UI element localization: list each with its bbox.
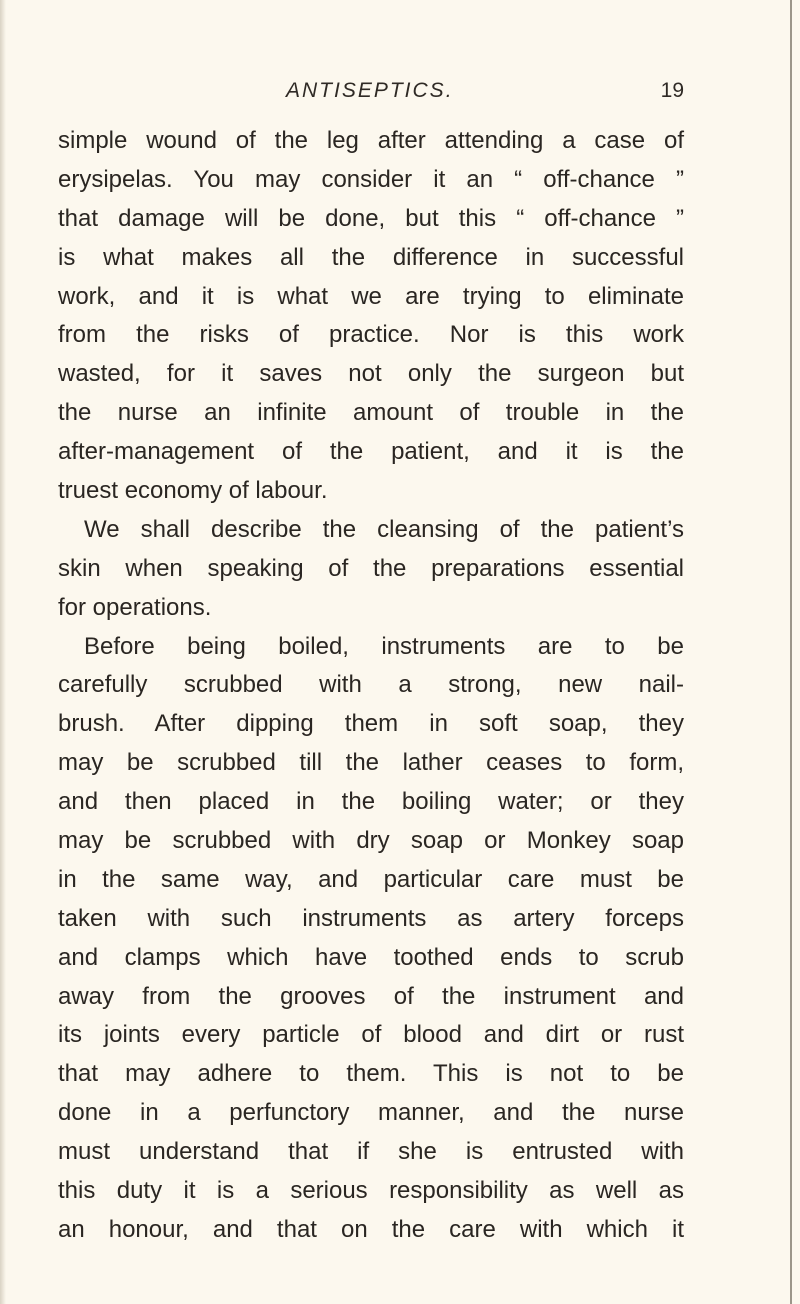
text-line: taken with such instruments as artery forceps [58,904,684,932]
text-line: after-management of the patient, and it is the [58,438,684,466]
page-edge [790,0,800,1304]
running-header [58,74,684,108]
text-line: this duty it is a serious responsibility as well as [58,1177,684,1205]
text-line: that may adhere to them. This is not to be [58,1060,684,1088]
text-line: the nurse an infinite amount of trouble in the [58,399,684,427]
text-line: must understand that if she is entrusted with [58,1138,684,1166]
body-text [58,122,684,1250]
text-line: brush. After dipping them in soft soap, they [58,710,684,738]
text-line: in the same way, and particular care must be [58,865,684,893]
text-line: carefully scrubbed with a strong, new nail- [58,671,684,699]
text-line: away from the grooves of the instrument and [58,982,684,1010]
text-line: work, and it is what we are trying to eliminate [58,282,684,310]
text-line: for operations. [58,593,212,621]
text-line: wasted, for it saves not only the surgeon but [58,360,684,388]
page-number: 19 [660,79,684,102]
page-gutter-shadow [0,0,6,1304]
text-line: skin when speaking of the preparations essential [58,554,684,582]
text-line: from the risks of practice. Nor is this work [58,321,684,349]
text-line: Before being boiled, instruments are to be [84,632,684,660]
text-line: is what makes all the difference in successful [58,243,684,271]
text-line: We shall describe the cleansing of the patient’s [84,515,684,543]
text-line: and then placed in the boiling water; or they [58,788,684,816]
text-line: done in a perfunctory manner, and the nurse [58,1099,684,1127]
text-line: and clamps which have toothed ends to scrub [58,943,684,971]
text-line: may be scrubbed till the lather ceases to form, [58,749,684,777]
text-line: truest economy of labour. [58,477,328,505]
text-line: erysipelas. You may consider it an “ off-chance ” [58,165,684,193]
text-line: simple wound of the leg after attending a case of [58,127,684,154]
text-line: that damage will be done, but this “ off-chance ” [58,204,684,232]
text-line: its joints every particle of blood and dirt or rust [58,1021,684,1049]
text-line: may be scrubbed with dry soap or Monkey soap [58,827,684,855]
running-title: ANTISEPTICS. [286,79,454,102]
text-line: an honour, and that on the care with which it [58,1215,684,1243]
